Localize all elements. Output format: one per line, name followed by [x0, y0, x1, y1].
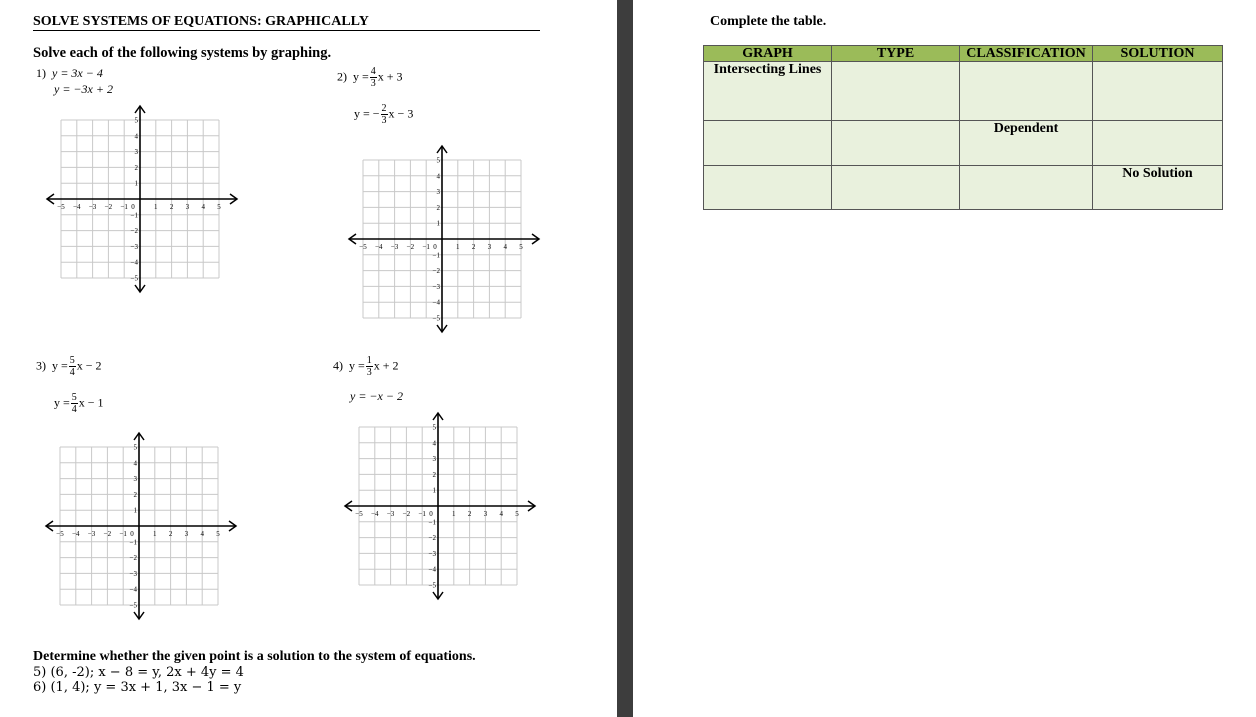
equation-suffix: x − 3 — [388, 106, 414, 121]
tick-label: −4 — [375, 243, 383, 251]
tick-label: −3 — [428, 549, 436, 558]
tick-label: 1 — [154, 203, 158, 211]
problem-3-eq2 — [54, 392, 104, 415]
table-cell[interactable] — [1093, 62, 1223, 121]
worksheet-title: SOLVE SYSTEMS OF EQUATIONS: GRAPHICALLY — [33, 14, 540, 31]
tick-label: 1 — [456, 243, 460, 251]
tick-label: −3 — [87, 530, 96, 538]
tick-label: 1 — [432, 486, 436, 495]
determine-heading: Determine whether the given point is a solution to the system of equations. — [33, 649, 476, 664]
problem-4 — [333, 355, 399, 378]
equation-prefix: y = — [349, 358, 365, 373]
tick-label: −4 — [432, 298, 440, 307]
table-cell[interactable] — [832, 62, 960, 121]
tick-label: −5 — [57, 203, 65, 211]
tick-label: −5 — [432, 314, 440, 323]
column-header: SOLUTION — [1093, 46, 1223, 62]
tick-label: 0 — [429, 510, 433, 518]
tick-label: 2 — [133, 490, 137, 499]
tick-label: −2 — [103, 530, 112, 538]
denominator: 3 — [381, 115, 387, 126]
grid-svg — [43, 430, 239, 622]
column-header: CLASSIFICATION — [960, 46, 1093, 62]
tick-label: −2 — [129, 554, 137, 563]
tick-label: −3 — [390, 243, 399, 251]
tick-label: −4 — [129, 585, 137, 594]
equation-suffix: x + 2 — [373, 358, 399, 373]
denominator: 4 — [71, 404, 77, 415]
tick-label: −1 — [130, 211, 138, 220]
tick-label: −1 — [422, 243, 430, 251]
table-cell[interactable]: Intersecting Lines — [704, 62, 832, 121]
tick-label: 1 — [133, 506, 137, 515]
equation-suffix: x − 2 — [76, 358, 102, 373]
denominator: 4 — [69, 367, 75, 378]
tick-label: 5 — [519, 243, 523, 251]
tick-label: −4 — [371, 510, 379, 518]
tick-label: 4 — [201, 203, 205, 211]
tick-label: 2 — [436, 203, 440, 212]
table-cell[interactable] — [960, 166, 1093, 210]
tick-label: −2 — [104, 203, 113, 211]
table-row — [704, 121, 1223, 166]
tick-label: 0 — [130, 530, 134, 538]
problem-2 — [337, 66, 403, 89]
numerator: 1 — [366, 355, 372, 366]
fraction — [71, 392, 78, 415]
grid-svg — [346, 143, 542, 335]
table-cell[interactable] — [832, 166, 960, 210]
equation: y = −x − 2 — [350, 389, 403, 403]
coordinate-grid-2[interactable] — [346, 143, 542, 340]
tick-label: 4 — [134, 132, 138, 141]
tick-label: −1 — [428, 518, 436, 527]
problem-1 — [36, 66, 103, 81]
tick-label: −3 — [88, 203, 97, 211]
tick-label: −1 — [120, 203, 128, 211]
tick-label: −4 — [73, 203, 81, 211]
question-5: 5) (6, -2); x − 8 = y, 2x + 4y = 4 — [33, 665, 244, 680]
tick-label: −5 — [129, 601, 137, 610]
page-divider — [617, 0, 633, 717]
tick-label: 2 — [169, 203, 174, 211]
tick-label: 5 — [216, 530, 220, 538]
tick-label: −5 — [428, 581, 436, 590]
tick-label: −1 — [119, 530, 127, 538]
tick-label: −5 — [56, 530, 64, 538]
denominator: 3 — [366, 367, 372, 378]
tick-label: 2 — [471, 243, 476, 251]
tick-label: 0 — [131, 203, 135, 211]
problem-number: 4) — [333, 358, 343, 373]
tick-label: 3 — [487, 243, 492, 251]
fraction — [370, 66, 377, 89]
classification-table — [703, 45, 1223, 210]
problem-number: 2) — [337, 69, 347, 84]
grid-svg — [342, 410, 538, 602]
tick-label: −2 — [130, 227, 138, 236]
tick-label: −5 — [359, 243, 367, 251]
denominator: 3 — [370, 78, 376, 89]
table-cell[interactable] — [704, 121, 832, 166]
equation-suffix: x − 1 — [78, 395, 104, 410]
tick-label: −2 — [428, 534, 436, 543]
tick-label: 1 — [436, 219, 440, 228]
tick-label: 1 — [134, 179, 138, 188]
tick-label: 4 — [133, 459, 137, 468]
equation-suffix: x + 3 — [377, 69, 403, 84]
tick-label: 2 — [467, 510, 472, 518]
tick-label: 5 — [515, 510, 519, 518]
tick-label: −3 — [129, 569, 137, 578]
tick-label: −1 — [129, 538, 137, 547]
tick-label: −4 — [428, 565, 436, 574]
fraction — [69, 355, 76, 378]
table-row — [704, 62, 1223, 121]
coordinate-grid-1[interactable] — [44, 103, 240, 300]
tick-label: 3 — [134, 148, 138, 157]
tick-label: 3 — [185, 203, 190, 211]
tick-label: 3 — [133, 475, 137, 484]
coordinate-grid-3[interactable] — [43, 430, 239, 627]
tick-label: −5 — [355, 510, 363, 518]
tick-label: 3 — [432, 455, 436, 464]
tick-label: 5 — [217, 203, 221, 211]
tick-label: −4 — [130, 258, 138, 267]
tick-label: 1 — [153, 530, 157, 538]
tick-label: 4 — [503, 243, 507, 251]
equation-prefix: y = — [52, 358, 68, 373]
tick-label: 0 — [433, 243, 437, 251]
column-header: TYPE — [832, 46, 960, 62]
tick-label: 5 — [134, 116, 138, 125]
tick-label: −4 — [72, 530, 80, 538]
tick-label: −1 — [432, 251, 440, 260]
problem-2-eq2 — [354, 103, 413, 126]
tick-label: 2 — [168, 530, 173, 538]
numerator: 4 — [370, 66, 376, 77]
tick-label: 3 — [436, 188, 440, 197]
tick-label: 1 — [452, 510, 456, 518]
tick-label: −3 — [130, 242, 138, 251]
equation-prefix: y = — [353, 69, 369, 84]
problem-number: 3) — [36, 358, 46, 373]
tick-label: −2 — [402, 510, 411, 518]
tick-label: −2 — [432, 267, 440, 276]
tick-label: 4 — [499, 510, 503, 518]
table-cell[interactable] — [1093, 121, 1223, 166]
table-cell[interactable]: Dependent — [960, 121, 1093, 166]
numerator: 2 — [381, 103, 387, 114]
table-cell[interactable] — [832, 121, 960, 166]
tick-label: 2 — [432, 470, 436, 479]
tick-label: −5 — [130, 274, 138, 283]
fraction — [381, 103, 388, 126]
tick-label: −2 — [406, 243, 415, 251]
numerator: 5 — [69, 355, 75, 366]
table-cell[interactable] — [704, 166, 832, 210]
tick-label: −3 — [386, 510, 395, 518]
tick-label: 4 — [436, 172, 440, 181]
equation-prefix: y = — [54, 395, 70, 410]
problem-3 — [36, 355, 102, 378]
equation: y = 3x − 4 — [52, 66, 103, 80]
tick-label: 5 — [436, 156, 440, 165]
tick-label: 3 — [483, 510, 488, 518]
table-cell[interactable] — [960, 62, 1093, 121]
problem-number: 1) — [36, 66, 46, 80]
table-heading: Complete the table. — [710, 14, 827, 29]
question-6: 6) (1, 4); y = 3x + 1, 3x − 1 = y — [33, 680, 242, 695]
tick-label: 5 — [133, 443, 137, 452]
tick-label: 5 — [432, 423, 436, 432]
numerator: 5 — [71, 392, 77, 403]
table-cell[interactable]: No Solution — [1093, 166, 1223, 210]
coordinate-grid-4[interactable] — [342, 410, 538, 607]
tick-label: 3 — [184, 530, 189, 538]
tick-label: 4 — [432, 439, 436, 448]
tick-label: −1 — [418, 510, 426, 518]
tick-label: 2 — [134, 163, 138, 172]
column-header: GRAPH — [704, 46, 832, 62]
table-row — [704, 166, 1223, 210]
table-header-row — [704, 46, 1223, 62]
tick-label: 4 — [200, 530, 204, 538]
instructions: Solve each of the following systems by graphing. — [33, 45, 332, 61]
equation-prefix: y = − — [354, 106, 380, 121]
tick-label: −3 — [432, 282, 440, 291]
fraction — [366, 355, 373, 378]
equation: y = −3x + 2 — [54, 82, 113, 96]
grid-svg — [44, 103, 240, 295]
